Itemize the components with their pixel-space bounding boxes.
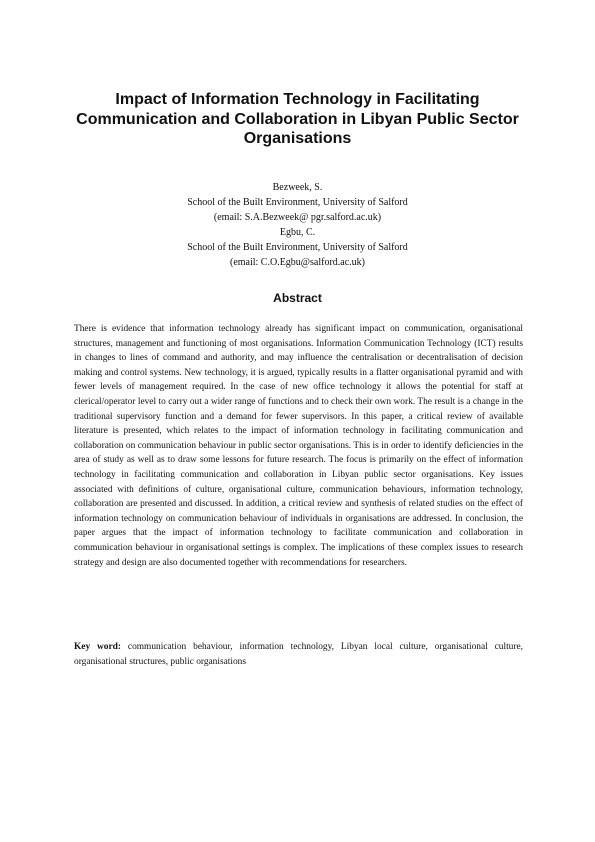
abstract-text: There is evidence that information technology already has significant impact on communication, organisational structures, management and functioning of most organisations. Information Communication Technology (ICT) results in changes to lines of command and authority, and may influence the centralisation or decentralisation of decision making and control systems. New technology, it is argued, typically results in a flatter organisational pyramid and with fewer levels of management required. In the case of new office technology it allows the potential for staff at clerical/operator level to carry out a wider range of functions and to check their own work. The result is a change in the traditional supervisory function and a demand for fewer supervisors. In this paper, a critical review of available literature is presented, which relates to the impact of information technology in facilitating communication and collaboration on communication behaviour in public sector organisations. This is in order to identify deficiencies in the area of study as well as to draw some lessons for future research. The focus is primarily on the effect of information technology in facilitating communication and collaboration in Libyan public sector organisations. Key issues associated with definitions of culture, organisational culture, communication behaviours, information technology, collaboration are presented and discussed. In addition, a critical review and synthesis of related studies on the effect of information technology on communication behaviour of individuals in organisations are addressed. In conclusion, the paper argues that the impact of information technology to facilitate communication and collaboration in communication behaviour in organisational settings is complex. The implications of these complex issues to research strategy and design are also documented together with recommendations for researchers. <box>74 324 523 568</box>
keywords <box>74 640 523 669</box>
author-block <box>60 180 535 270</box>
author-affiliation: School of the Built Environment, University of Salford <box>187 242 408 253</box>
author-email: (email: C.O.Egbu@salford.ac.uk) <box>229 257 365 268</box>
author-email: (email: S.A.Bezweek@ pgr.salford.ac.uk) <box>213 212 382 223</box>
keywords-label: Key word: <box>74 642 121 652</box>
author-name: Bezweek, S. <box>272 182 323 193</box>
abstract-heading: Abstract <box>273 291 322 305</box>
keywords-text: communication behaviour, information technology, Libyan local culture, organisational culture, organisational structures, public organisations <box>74 642 523 667</box>
author-name: Egbu, C. <box>279 227 316 238</box>
author-affiliation: School of the Built Environment, University of Salford <box>187 197 408 208</box>
paper-title: Impact of Information Technology in Facilitating Communication and Collaboration in Libyan Public Sector Organisations <box>76 91 519 147</box>
